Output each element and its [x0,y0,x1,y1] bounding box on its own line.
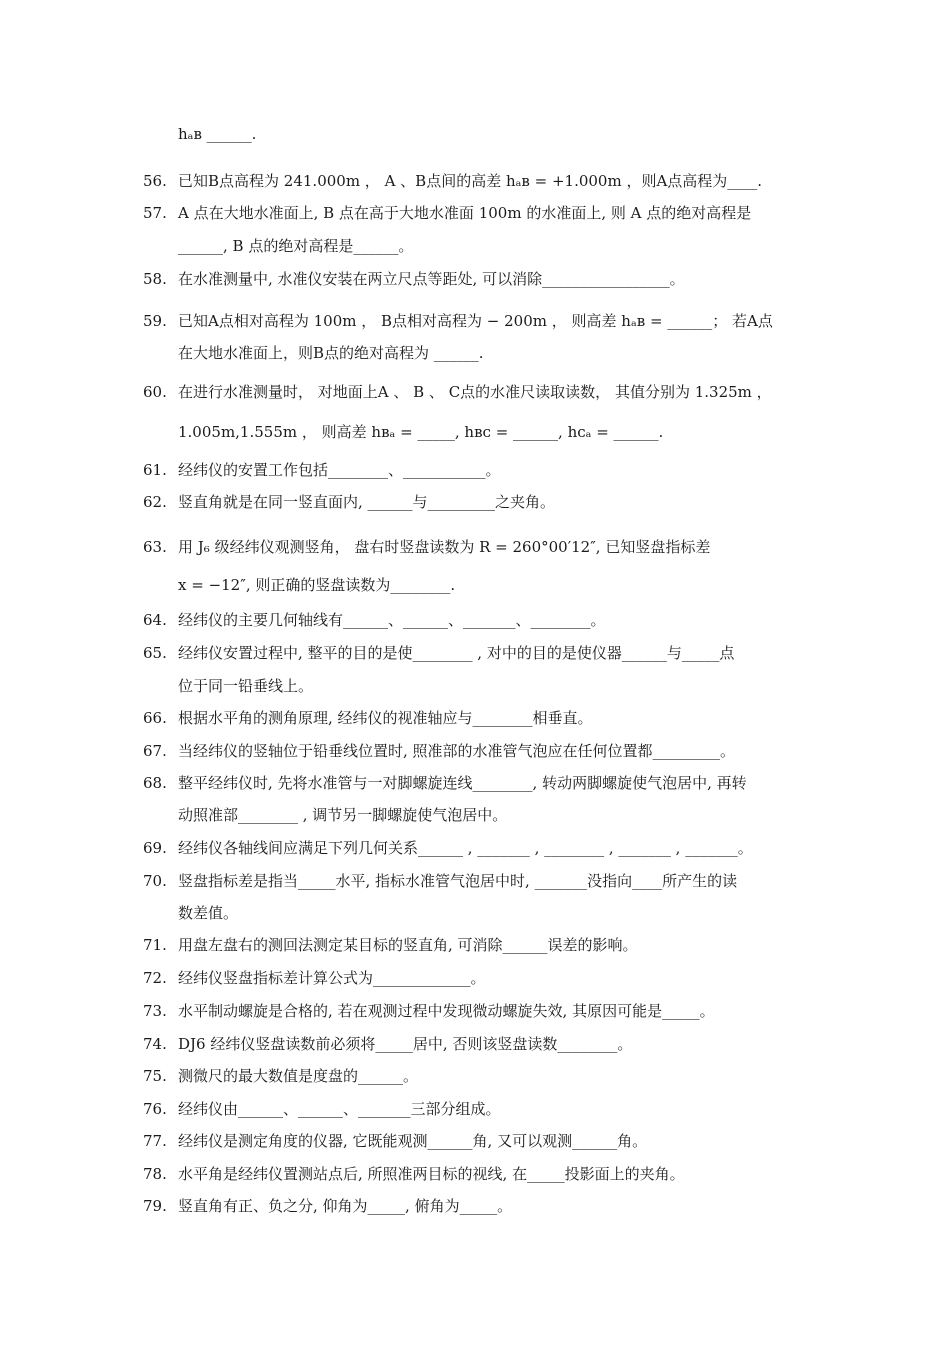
question-line: 动照准部________ , 调节另一脚螺旋使气泡居中。 [178,806,508,824]
question-line: 位于同一铅垂线上。 [178,677,314,695]
question-number: 69. [143,839,167,857]
question-line: 经纬仪的主要几何轴线有______、______、_______、________。 [178,611,606,629]
question-line: x = −12″, 则正确的竖盘读数为________. [178,576,456,594]
question-line: 当经纬仪的竖轴位于铅垂线位置时, 照准部的水准管气泡应在任何位置都_________。 [178,742,736,760]
question-line: 在进行水准测量时， 对地面上A 、 B 、 C点的水准尺读取读数， 其值分别为 1.325m ， [178,383,772,401]
question-number: 76. [143,1100,167,1118]
question-number: 74. [143,1035,167,1053]
question-line: 经纬仪安置过程中, 整平的目的是使________ , 对中的目的是使仪器______与_____点 [178,644,735,662]
question-number: 71. [143,936,167,954]
question-line: DJ6 经纬仪竖盘读数前必须将_____居中, 否则该竖盘读数________。 [178,1035,633,1053]
question-number: 78. [143,1165,167,1183]
question-number: 70. [143,872,167,890]
question-number: 66. [143,709,167,727]
question-line: 在大地水准面上，则B点的绝对高程为 ______. [178,344,484,362]
question-line: hₐʙ ______. [178,125,257,143]
question-line: 1.005m,1.555m ， 则高差 hʙₐ = _____, hʙᴄ = ______, hᴄₐ = ______. [178,423,664,441]
question-line: 经纬仪各轴线间应满足下列几何关系______ , _______ , ________ , _______ , _______。 [178,839,753,857]
question-line: 经纬仪的安置工作包括________、___________。 [178,461,501,479]
question-line: 经纬仪由______、______、_______三部分组成。 [178,1100,501,1118]
question-number: 64. [143,611,167,629]
question-line: 在水准测量中, 水准仪安装在两立尺点等距处, 可以消除_________________。 [178,270,685,288]
question-line: ______, B 点的绝对高程是______。 [178,237,414,255]
question-number: 73. [143,1002,167,1020]
question-number: 77. [143,1132,167,1150]
question-number: 79. [143,1197,167,1215]
question-line: 水平制动螺旋是合格的, 若在观测过程中发现微动螺旋失效, 其原因可能是_____。 [178,1002,715,1020]
question-line: 已知A点相对高程为 100m ， B点相对高程为 − 200m ， 则高差 hₐʙ = ______； 若A点 [178,312,773,330]
question-line: 数差值。 [178,904,239,922]
question-number: 75. [143,1067,167,1085]
question-number: 60. [143,383,167,401]
question-line: 用 J₆ 级经纬仪观测竖角， 盘右时竖盘读数为 R = 260°00′12″, 已知竖盘指标差 [178,538,711,556]
question-line: 竖直角就是在同一竖直面内, ______与_________之夹角。 [178,493,556,511]
question-line: 根据水平角的测角原理, 经纬仪的视准轴应与________相垂直。 [178,709,593,727]
question-number: 68. [143,774,167,792]
question-line: 已知B点高程为 241.000m ， A 、B点间的高差 hₐʙ = +1.000m ，则A点高程为____. [178,172,763,190]
question-number: 72. [143,969,167,987]
question-line: 用盘左盘右的测回法测定某目标的竖直角, 可消除______误差的影响。 [178,936,638,954]
question-number: 67. [143,742,167,760]
question-line: 测微尺的最大数值是度盘的______。 [178,1067,419,1085]
question-line: 经纬仪是测定角度的仪器, 它既能观测______角, 又可以观测______角。 [178,1132,648,1150]
question-number: 62. [143,493,167,511]
question-line: 水平角是经纬仪置测站点后, 所照准两目标的视线, 在_____投影面上的夹角。 [178,1165,685,1183]
question-line: A 点在大地水准面上, B 点在高于大地水准面 100m 的水准面上, 则 A 点的绝对高程是 [178,204,752,222]
question-number: 63. [143,538,167,556]
question-number: 65. [143,644,167,662]
question-line: 经纬仪竖盘指标差计算公式为_____________。 [178,969,486,987]
question-line: 竖直角有正、负之分, 仰角为_____, 俯角为_____。 [178,1197,513,1215]
question-number: 56. [143,172,167,190]
question-number: 59. [143,312,167,330]
question-number: 58. [143,270,167,288]
question-number: 57. [143,204,167,222]
question-line: 竖盘指标差是指当_____水平, 指标水准管气泡居中时, _______没指向____所产生的读 [178,872,738,890]
question-line: 整平经纬仪时, 先将水准管与一对脚螺旋连线________, 转动两脚螺旋使气泡居中, 再转 [178,774,747,792]
question-number: 61. [143,461,167,479]
